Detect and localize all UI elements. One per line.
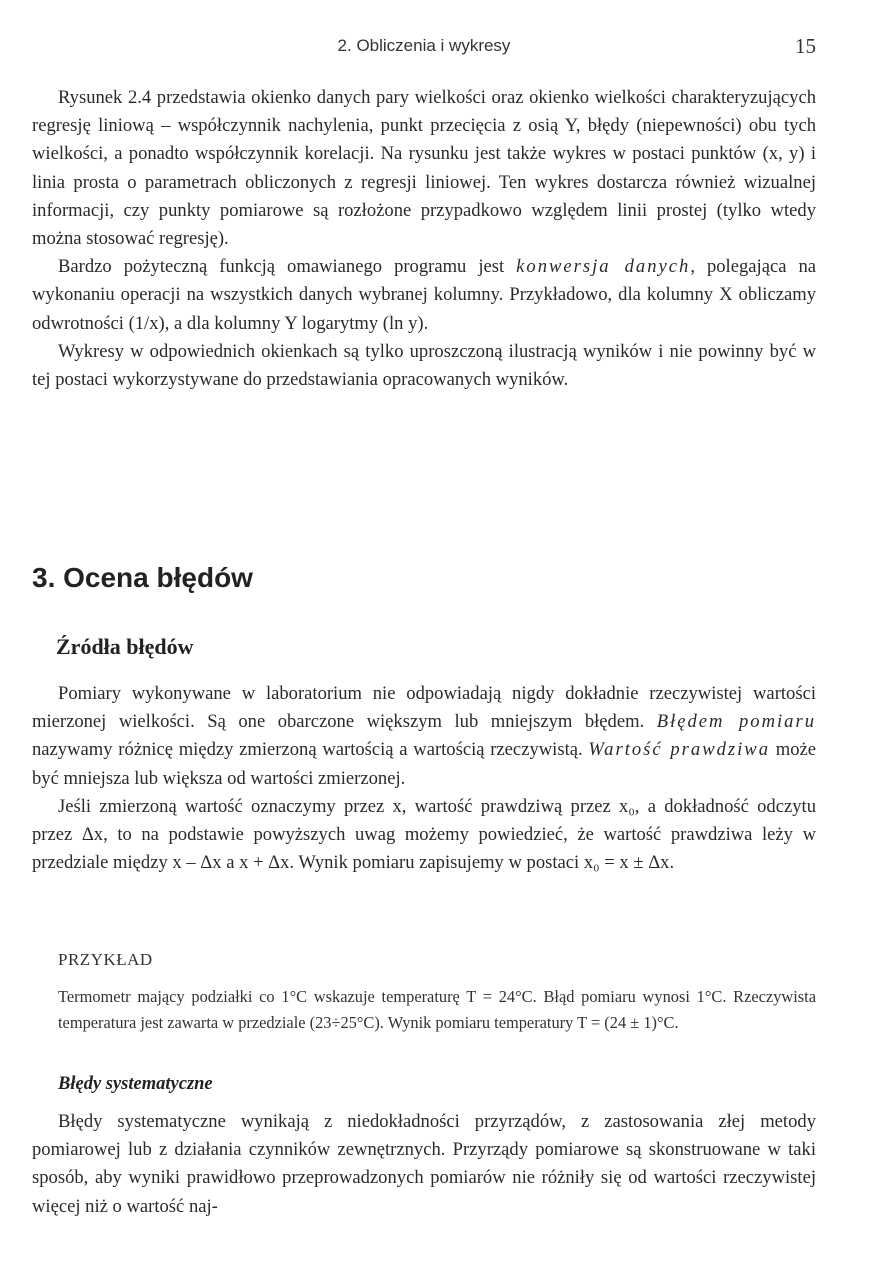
- subsection-title: Błędy systematyczne: [58, 1074, 213, 1094]
- example-label: PRZYKŁAD: [58, 950, 153, 969]
- chapter-title: 3. Ocena błędów: [32, 562, 253, 593]
- example-text: Termometr mający podziałki co 1°C wskazuje temperaturę T = 24°C. Błąd pomiaru wynosi 1°C. Rzeczywista temperatura jest zawarta w przedziale (23÷25°C). Wynik pomiaru temperatury T = (24 ± 1)°C.: [58, 987, 816, 1032]
- page-number: 15: [795, 34, 816, 58]
- intro-paragraph-2: [32, 253, 816, 338]
- subsection-text: [32, 1108, 816, 1221]
- intro-p2-before: Bardzo pożyteczną funkcją omawianego programu jest: [58, 256, 517, 278]
- section-paragraph-1: [32, 680, 816, 793]
- subsection-paragraph-1: Błędy systematyczne wynikają z niedokładności przyrządów, z zastosowania złej metody pomiarowej lub z działania czynników zewnętrznych. Przyrządy pomiarowe są skonstruowane w taki sposób, aby wyniki prawidłowo przeprowadzonych pomiarów nie różniły się od wartości rzeczywistej więcej niż o wartość naj-: [32, 1111, 816, 1217]
- section-text: [32, 680, 816, 877]
- intro-p2-after: , polegająca na wykonaniu operacji na wszystkich danych wybranej kolumny. Przykładowo, dla kolumny X obliczamy odwrotności (1/x), a dla kolumny Y logarytmy (ln y).: [32, 256, 816, 334]
- intro-text: [32, 84, 816, 394]
- section-title: Źródła błędów: [56, 634, 194, 659]
- intro-paragraph-3: Wykresy w odpowiednich okienkach są tylko uproszczoną ilustracją wyników i nie powinny być w tej postaci wykorzystywane do przedstawiania opracowanych wyników.: [32, 340, 816, 391]
- term-konwersja-danych: konwersja danych: [516, 256, 691, 278]
- page-header: [32, 36, 816, 60]
- section-paragraph-2: Jeśli zmierzoną wartość oznaczymy przez x, wartość prawdziwą przez x₀, a dokładność odczytu przez Δx, to na podstawie powyższych uwag możemy powiedzieć, że wartość prawdziwa leży w przedziale między x – Δx a x + Δx. Wynik pomiaru zapisujemy w postaci x₀ = x ± Δx.: [32, 795, 816, 874]
- intro-paragraph-1: Rysunek 2.4 przedstawia okienko danych pary wielkości oraz okienko wielkości charakteryzujących regresję liniową – współczynnik nachylenia, punkt przecięcia z osią Y, błędy (niepewności) obu tych wielkości, a ponadto współczynnik korelacji. Na rysunku jest także wykres w postaci punktów (x, y) i linia prosta o parametrach obliczonych z regresji liniowej. Ten wykres dostarcza również wizualnej informacji, czy punkty pomiarowe są rozłożone przypadkowo względem linii prostej (tylko wtedy można stosować regresję).: [32, 87, 816, 250]
- section-p1-part-c: może być mniejsza lub większa od wartości zmierzonej.: [32, 739, 816, 789]
- section-p1-part-b: nazywamy różnicę między zmierzoną wartością a wartością rzeczywistą.: [32, 739, 589, 761]
- running-title: 2. Obliczenia i wykresy: [337, 36, 511, 55]
- term-blad-pomiaru: Błędem pomiaru: [656, 711, 816, 733]
- term-wartosc-prawdziwa: Wartość prawdziwa: [588, 739, 770, 761]
- section-p1-part-a: Pomiary wykonywane w laboratorium nie odpowiadają nigdy dokładnie rzeczywistej wartości mierzonej wielkości. Są one obarczone większym lub mniejszym błędem.: [32, 683, 816, 733]
